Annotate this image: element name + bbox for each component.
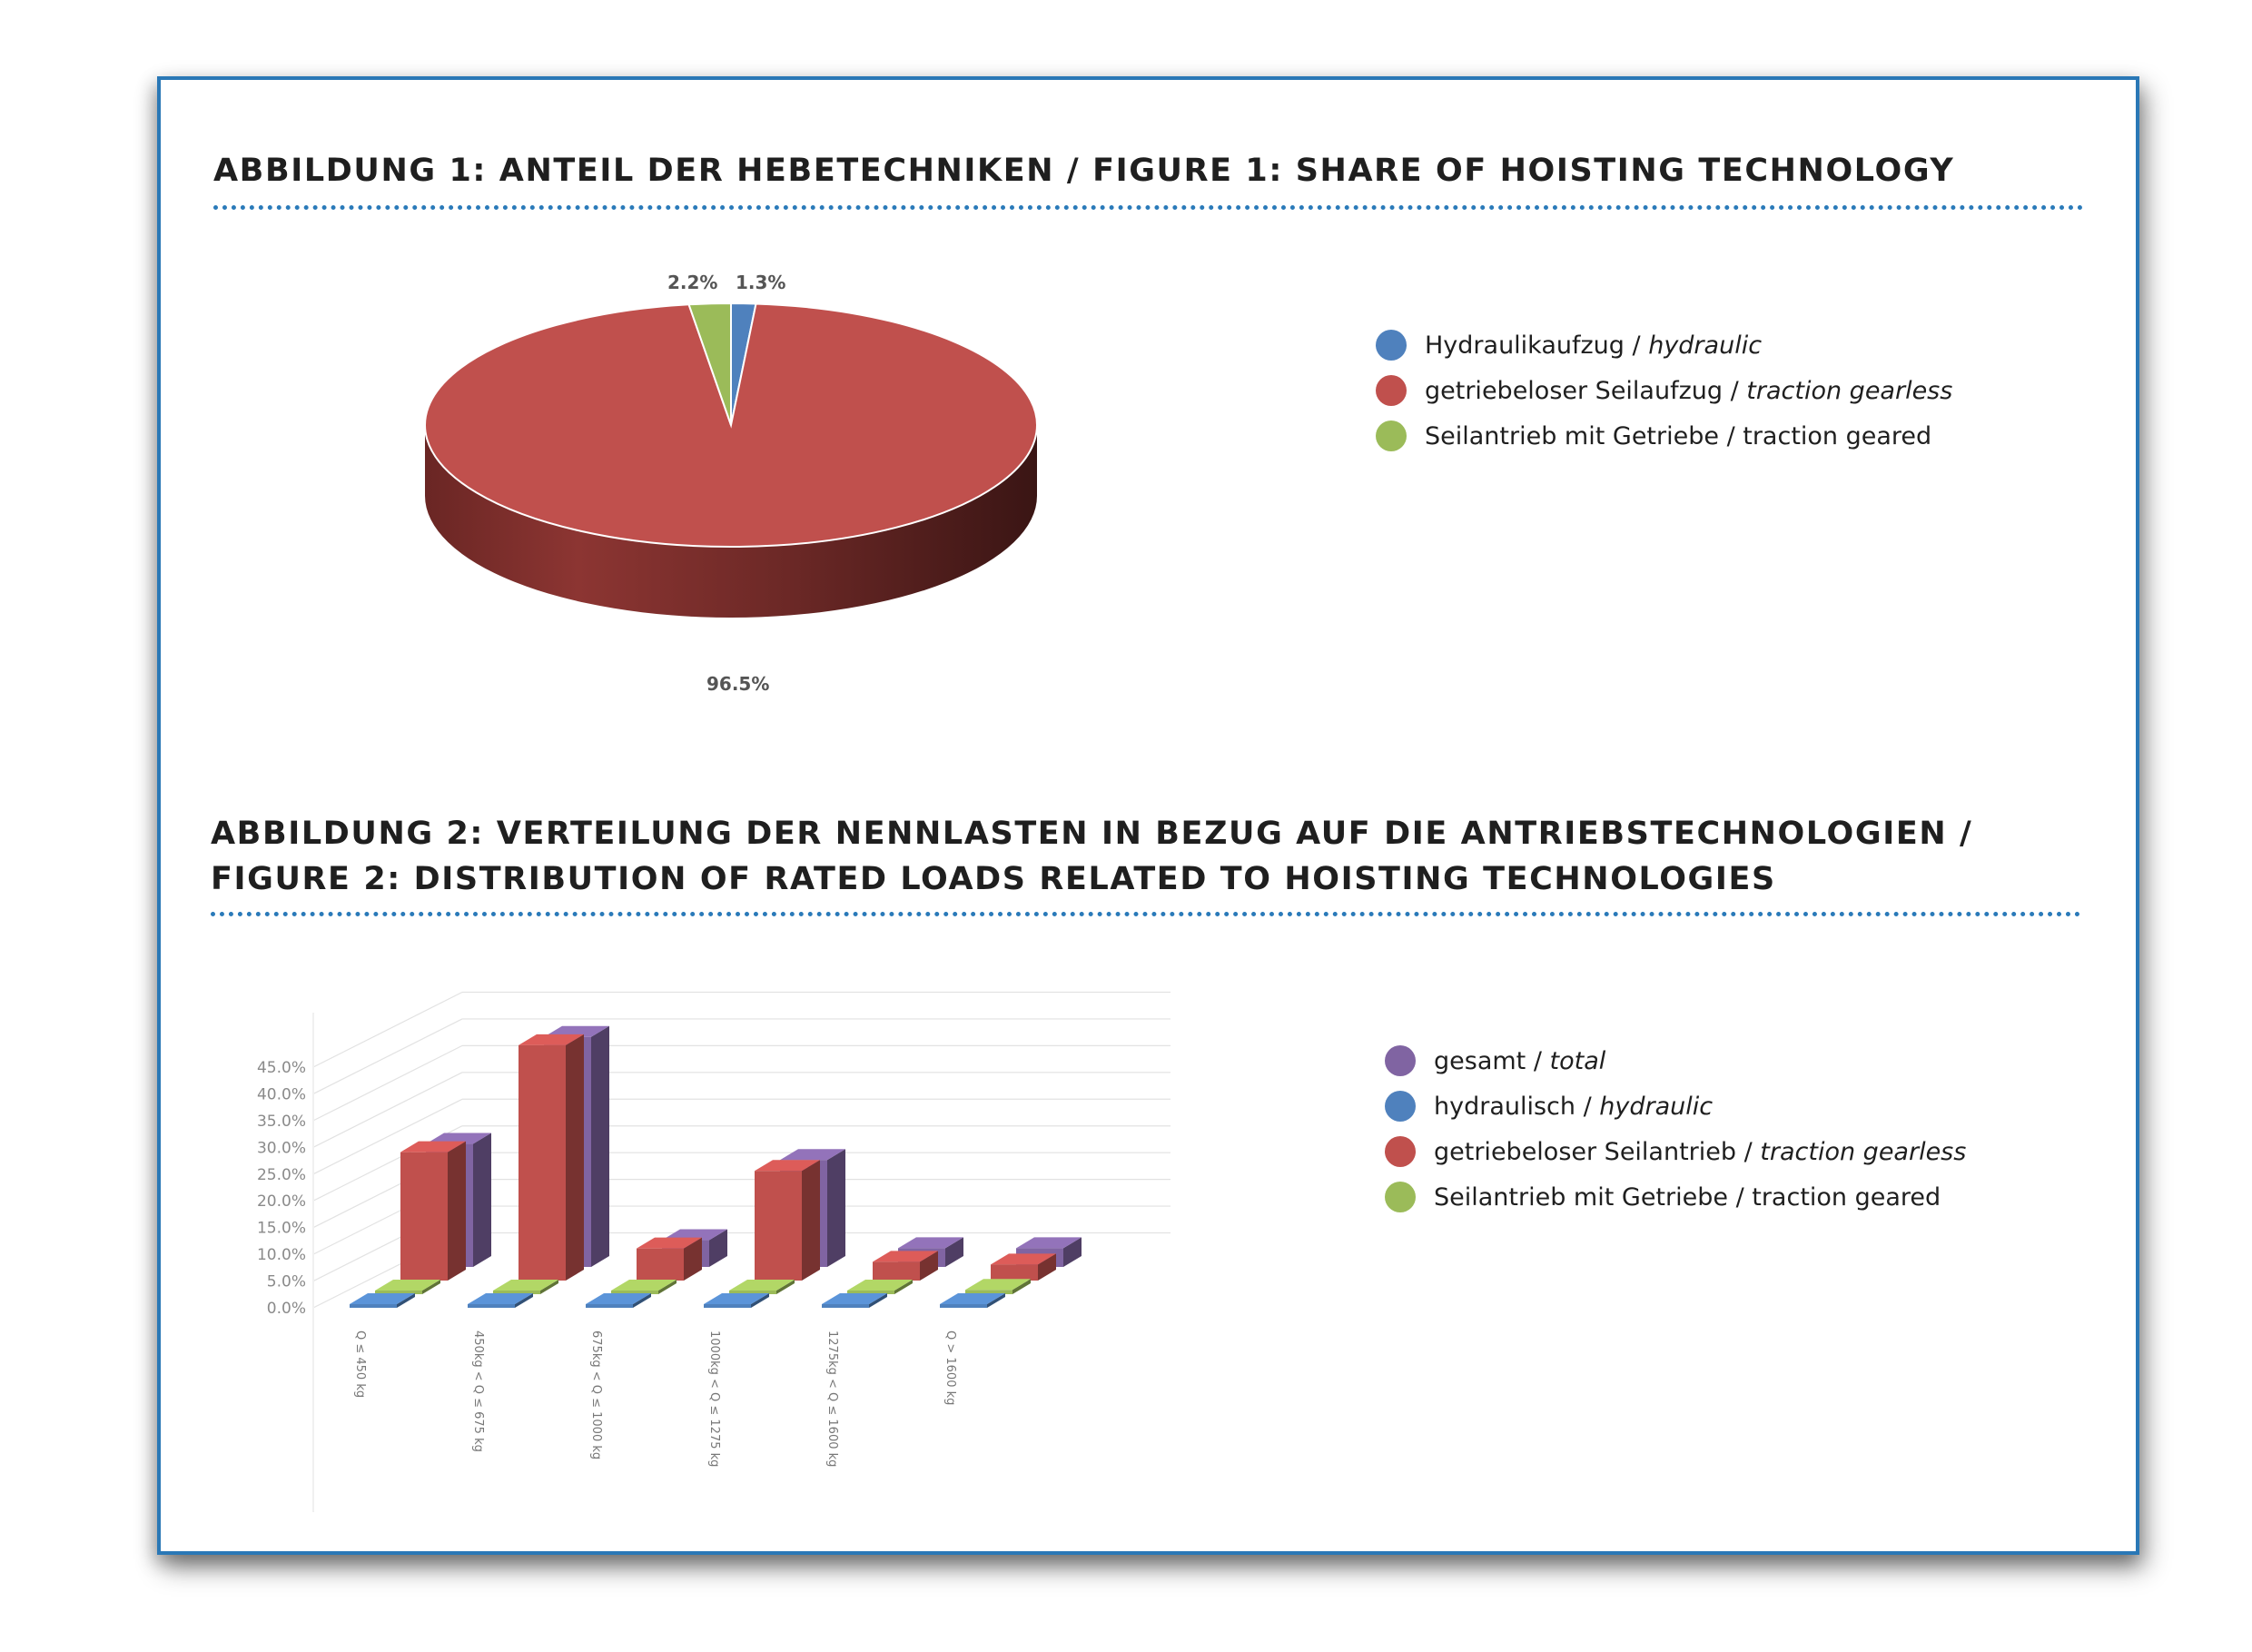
bar <box>611 1280 677 1294</box>
y-tick-label: 15.0% <box>256 1219 306 1238</box>
legend-swatch-icon <box>1385 1045 1416 1076</box>
figure2-title-line1: ABBILDUNG 2: VERTEILUNG DER NENNLASTEN IN BEZUG AUF DIE ANTRIEBSTECHNOLOGIEN / <box>211 816 1973 852</box>
legend-label: Seilantrieb mit Getriebe / traction geared <box>1434 1182 1941 1212</box>
figure1-divider <box>213 205 2084 210</box>
x-category-label: Q > 1600 kg <box>943 1331 957 1406</box>
figure1-legend-item <box>1376 322 1952 368</box>
x-category-label: 675kg < Q ≤ 1000 kg <box>589 1331 603 1460</box>
y-tick-label: 40.0% <box>256 1085 306 1104</box>
y-tick-label: 10.0% <box>256 1246 306 1265</box>
pie-label-hydraulic: 1.3% <box>736 272 786 293</box>
figure1-legend-item <box>1376 368 1952 413</box>
legend-swatch-icon <box>1376 420 1407 451</box>
x-category-label: 1275kg < Q ≤ 1600 kg <box>825 1331 839 1468</box>
bar <box>400 1142 466 1281</box>
figure2-legend-item <box>1385 1083 1966 1129</box>
bar <box>704 1293 769 1308</box>
legend-swatch-icon <box>1376 330 1407 361</box>
figure1-legend <box>1376 322 1952 459</box>
figure2-divider <box>211 912 2081 916</box>
y-tick-label: 35.0% <box>256 1112 306 1131</box>
figure1-title: ABBILDUNG 1: ANTEIL DER HEBETECHNIKEN / FIGURE 1: SHARE OF HOISTING TECHNOLOGY <box>213 153 1955 189</box>
bar <box>965 1279 1031 1294</box>
x-category-label: 1000kg < Q ≤ 1275 kg <box>707 1331 721 1468</box>
legend-swatch-icon <box>1385 1136 1416 1167</box>
figure2-legend <box>1385 1038 1966 1220</box>
figure2-legend-item <box>1385 1129 1966 1174</box>
bar <box>729 1280 795 1294</box>
pie-chart <box>400 263 1072 708</box>
legend-label: getriebeloser Seilantrieb / traction gearless <box>1434 1137 1967 1166</box>
y-tick-label: 30.0% <box>256 1139 306 1158</box>
y-tick-label: 5.0% <box>266 1272 306 1291</box>
bar <box>873 1251 938 1281</box>
bar <box>637 1238 702 1281</box>
bar <box>586 1293 651 1308</box>
x-category-label: 450kg < Q ≤ 675 kg <box>471 1331 485 1452</box>
figure2-legend-item <box>1385 1174 1966 1220</box>
legend-label: Hydraulikaufzug / hydraulic <box>1425 331 1763 360</box>
y-tick-label: 45.0% <box>256 1059 306 1077</box>
bar <box>991 1253 1056 1281</box>
bar <box>822 1293 887 1308</box>
bar <box>493 1280 558 1294</box>
legend-label: hydraulisch / hydraulic <box>1434 1092 1714 1121</box>
bar <box>350 1293 415 1308</box>
figure2-title-line2: FIGURE 2: DISTRIBUTION OF RATED LOADS RELATED TO HOISTING TECHNOLOGIES <box>211 861 1776 897</box>
bar <box>940 1293 1005 1308</box>
bar <box>755 1160 820 1281</box>
bar <box>847 1280 913 1294</box>
x-category-label: Q ≤ 450 kg <box>353 1331 367 1399</box>
bar <box>468 1293 533 1308</box>
bar-chart <box>250 949 1230 1512</box>
legend-label: getriebeloser Seilaufzug / traction gearless <box>1425 376 1953 405</box>
legend-swatch-icon <box>1385 1091 1416 1122</box>
y-tick-label: 25.0% <box>256 1165 306 1184</box>
legend-label: Seilantrieb mit Getriebe / traction geared <box>1425 421 1932 450</box>
bar <box>375 1280 440 1294</box>
pie-label-traction-geared: 2.2% <box>667 272 718 293</box>
legend-label: gesamt / total <box>1434 1046 1606 1075</box>
figure2-legend-item <box>1385 1038 1966 1083</box>
legend-swatch-icon <box>1376 375 1407 406</box>
legend-swatch-icon <box>1385 1182 1416 1212</box>
bar <box>519 1034 584 1281</box>
y-tick-label: 20.0% <box>256 1192 306 1212</box>
y-tick-label: 0.0% <box>266 1300 306 1318</box>
figure1-legend-item <box>1376 413 1952 459</box>
pie-label-traction-gearless: 96.5% <box>706 673 770 695</box>
